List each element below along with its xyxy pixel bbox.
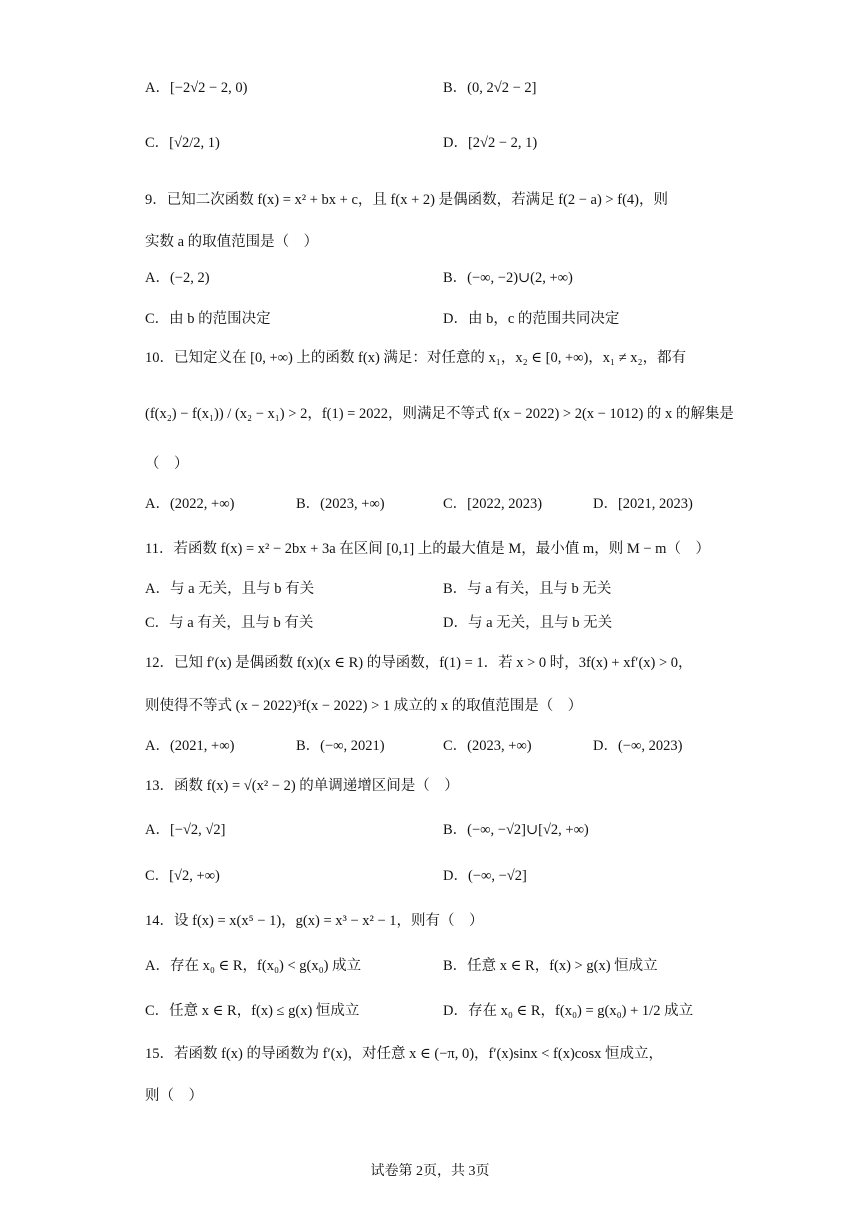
q9-option-b: B．(−∞, −2)∪(2, +∞) xyxy=(443,270,573,286)
q13-option-b: B．(−∞, −√2]∪[√2, +∞) xyxy=(443,822,589,838)
q10-option-b: B．(2023, +∞) xyxy=(296,496,385,512)
q9-option-a: A．(−2, 2) xyxy=(145,270,210,286)
question-15-cont: 则（ ） xyxy=(145,1088,203,1104)
q12-option-c: C．(2023, +∞) xyxy=(443,738,532,754)
q13-option-d: D．(−∞, −√2] xyxy=(443,868,527,884)
question-15: 15．若函数 f(x) 的导函数为 f′(x)，对任意 x ∈ (−π, 0)，f′(x)sinx < f(x)cosx 恒成立， xyxy=(145,1046,663,1062)
q13-option-a: A．[−√2, √2] xyxy=(145,822,226,838)
q14-option-c: C．任意 x ∈ R，f(x) ≤ g(x) 恒成立 xyxy=(145,1003,360,1019)
q10-option-c: C．[2022, 2023) xyxy=(443,496,543,512)
question-12: 12．已知 f′(x) 是偶函数 f(x)(x ∈ R) 的导函数，f(1) = 1．若 x > 0 时，3f(x) + xf′(x) > 0， xyxy=(145,655,693,671)
option-a: A．[−2√2 − 2, 0) xyxy=(145,80,248,96)
q11-option-b: B．与 a 有关，且与 b 无关 xyxy=(443,581,612,597)
q9-option-d: D．由 b，c 的范围共同决定 xyxy=(443,311,620,327)
q11-option-a: A．与 a 无关，且与 b 有关 xyxy=(145,581,315,597)
question-14: 14．设 f(x) = x(x⁵ − 1)，g(x) = x³ − x² − 1，则有（ ） xyxy=(145,913,484,929)
q14-option-d: D．存在 x₀ ∈ R，f(x₀) = g(x₀) + 1/2 成立 xyxy=(443,1003,694,1019)
option-d: D．[2√2 − 2, 1) xyxy=(443,135,538,151)
option-c: C．[√2/2, 1) xyxy=(145,135,220,151)
question-10: 10．已知定义在 [0, +∞) 上的函数 f(x) 满足：对任意的 x₁，x₂ ∈ [0, +∞)，x₁ ≠ x₂，都有 xyxy=(145,350,687,366)
question-9: 9．已知二次函数 f(x) = x² + bx + c，且 f(x + 2) 是偶函数，若满足 f(2 − a) > f(4)，则 xyxy=(145,192,668,208)
q14-option-b: B．任意 x ∈ R，f(x) > g(x) 恒成立 xyxy=(443,958,658,974)
question-13: 13．函数 f(x) = √(x² − 2) 的单调递增区间是（ ） xyxy=(145,778,459,794)
q12-option-b: B．(−∞, 2021) xyxy=(296,738,385,754)
question-10-cont: (f(x₂) − f(x₁)) / (x₂ − x₁) > 2，f(1) = 2022，则满足不等式 f(x − 2022) > 2(x − 1012) 的 x 的解集是 xyxy=(145,406,734,422)
q10-option-d: D．[2021, 2023) xyxy=(593,496,693,512)
q11-option-d: D．与 a 无关，且与 b 无关 xyxy=(443,615,613,631)
q10-option-a: A．(2022, +∞) xyxy=(145,496,235,512)
question-12-cont: 则使得不等式 (x − 2022)³f(x − 2022) > 1 成立的 x 的取值范围是（ ） xyxy=(145,698,583,714)
question-9-cont: 实数 a 的取值范围是（ ） xyxy=(145,234,319,250)
q11-option-c: C．与 a 有关，且与 b 有关 xyxy=(145,615,314,631)
question-10-paren: （ ） xyxy=(145,456,189,472)
q13-option-c: C．[√2, +∞) xyxy=(145,868,220,884)
q12-option-a: A．(2021, +∞) xyxy=(145,738,235,754)
q9-option-c: C．由 b 的范围决定 xyxy=(145,311,271,327)
option-b: B．(0, 2√2 − 2] xyxy=(443,80,537,96)
q14-option-a: A．存在 x₀ ∈ R，f(x₀) < g(x₀) 成立 xyxy=(145,958,362,974)
q12-option-d: D．(−∞, 2023) xyxy=(593,738,683,754)
page-footer: 试卷第 2页，共 3页 xyxy=(370,1164,490,1179)
question-11: 11．若函数 f(x) = x² − 2bx + 3a 在区间 [0,1] 上的最大值是 M，最小值 m，则 M − m（ ） xyxy=(145,541,710,557)
